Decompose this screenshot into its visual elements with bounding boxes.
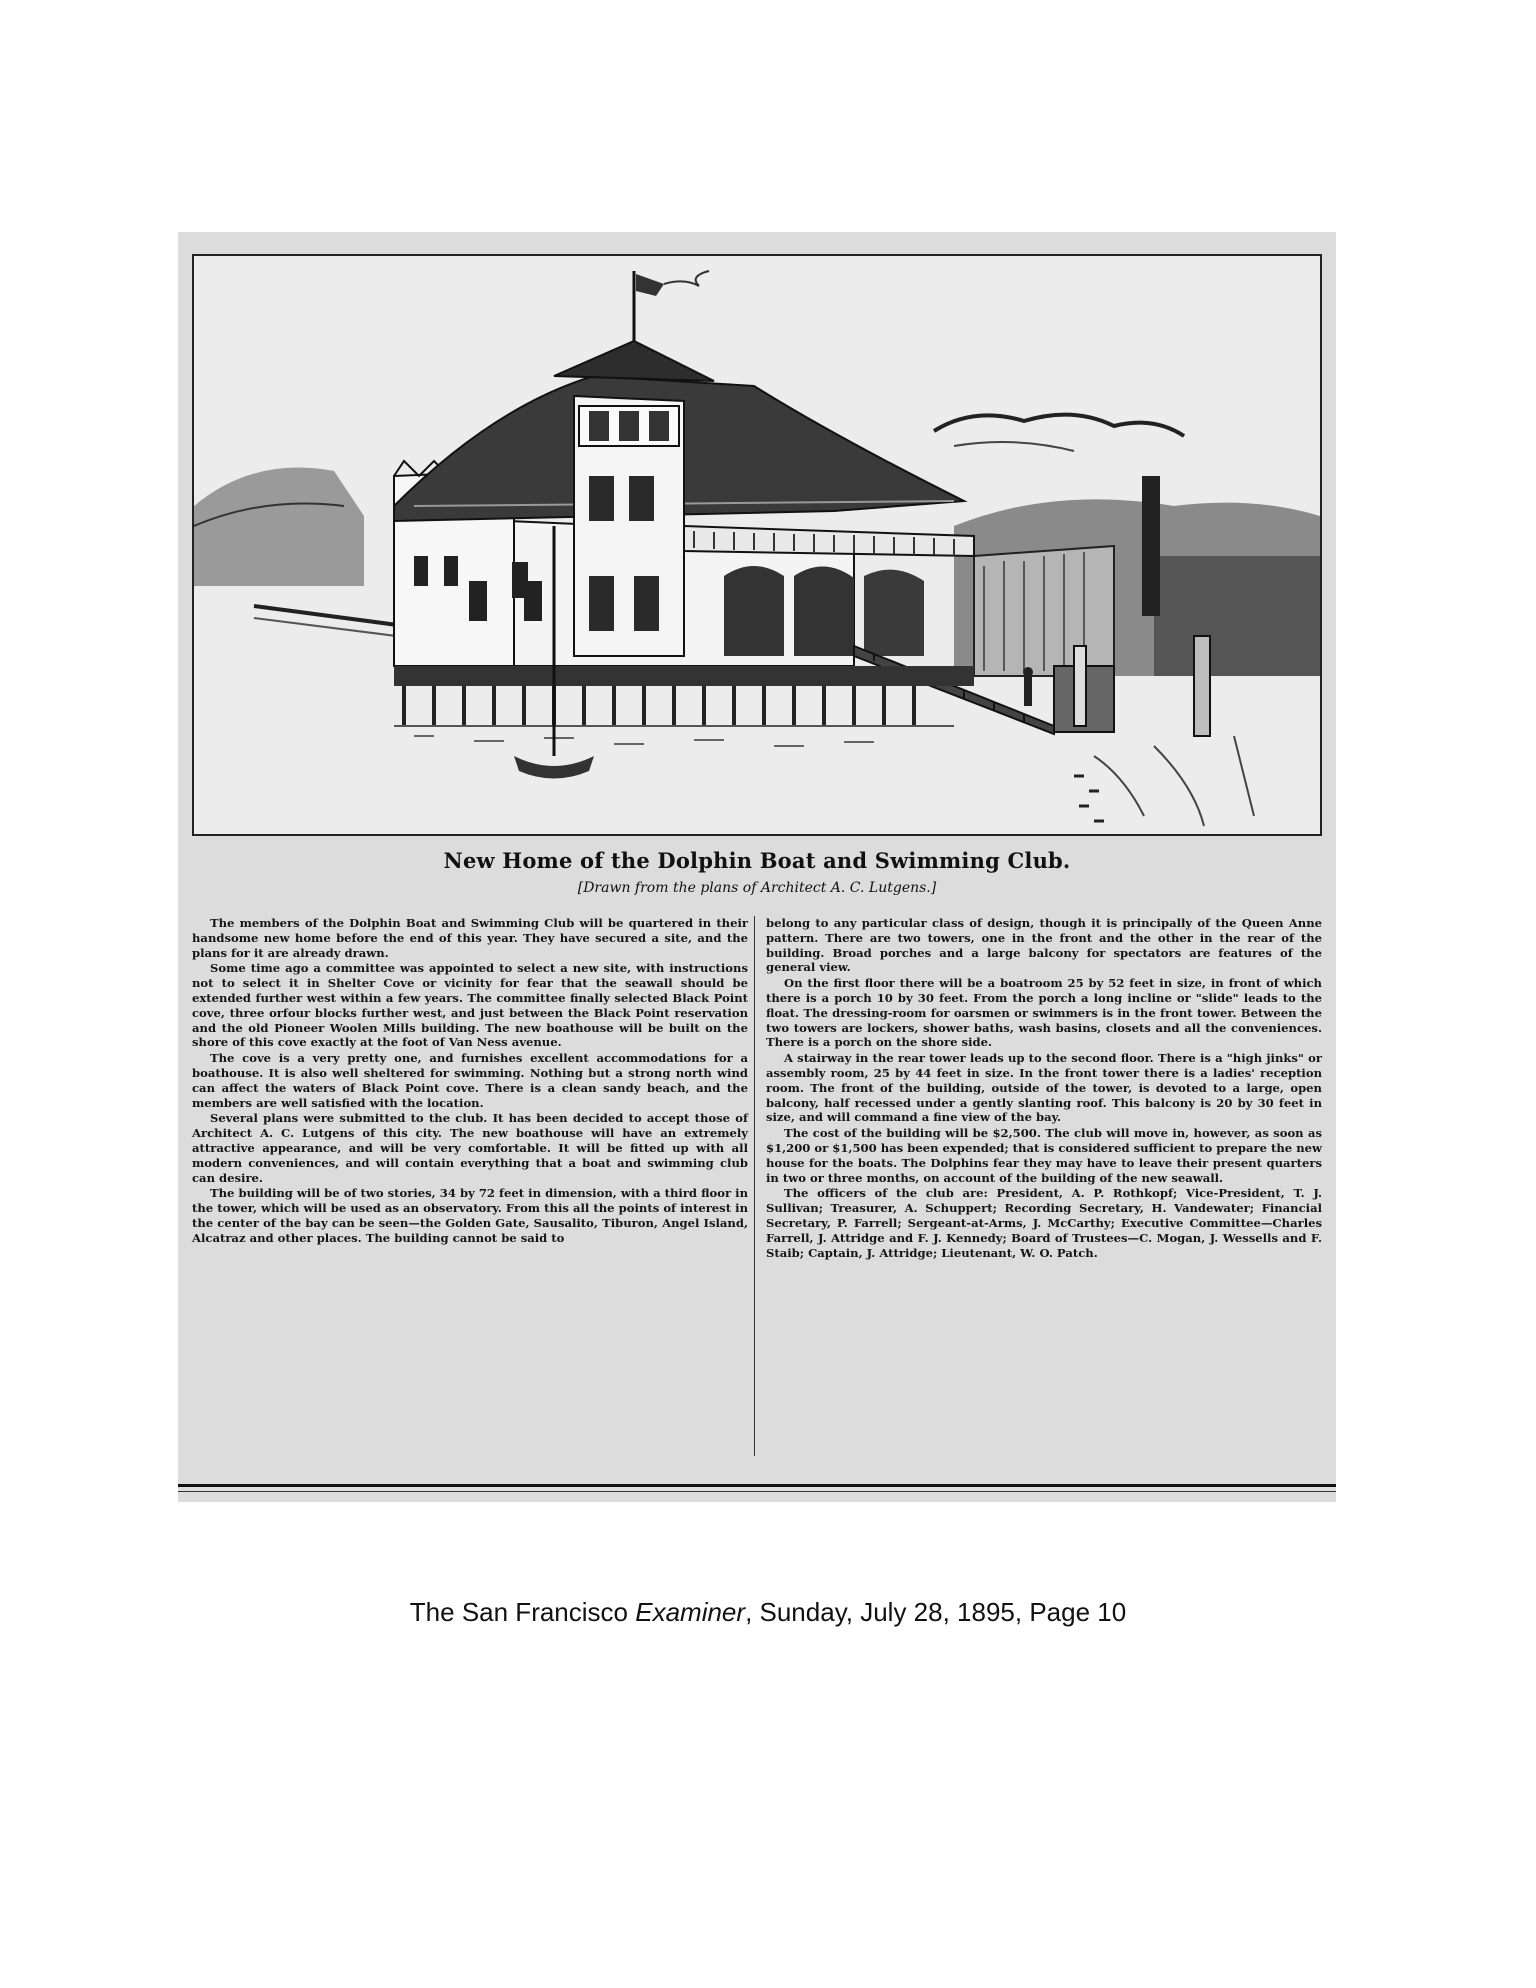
article-paragraph: The officers of the club are: President, A. P. Rothkopf; Vice-President, T. J. Sullivan; Treasurer, A. Schuppert; Recording Secretary, H. Vandewater; Financial Secretary, P. Farrell; Sergeant-at-Arms, J. McCarthy; Executive Committee—Charles Farrell, J. Attridge and F. J. Kennedy; Board of Trustees—C. Mogan, J. Wessells and F. Staib; Captain, J. Attridge; Lieutenant, W. O. Patch. xyxy=(766,1186,1322,1260)
article-paragraph: Some time ago a committee was appointed to select a new site, with instructions not to select it in Shelter Cove or vicinity for fear that the seawall should be extended further west within a few years. The committee finally selected Black Point cove, three orfour blocks further west, and just between the Black Point reservation and the old Pioneer Woolen Mills building. The new boathouse will be built on the shore of this cove exactly at the foot of Van Ness avenue. xyxy=(192,961,748,1050)
newspaper-clipping xyxy=(178,232,1336,1502)
article-paragraph: On the first floor there will be a boatroom 25 by 52 feet in size, in front of which there is a porch 10 by 30 feet. From the porch a long incline or "slide" leads to the float. The dressing-room for oarsmen or swimmers is in the front tower. Between the two towers are lockers, shower baths, wash basins, closets and all the conveniences. There is a porch on the shore side. xyxy=(766,976,1322,1050)
column-divider xyxy=(754,916,755,1456)
source-citation-date: , Sunday, July 28, 1895, Page 10 xyxy=(745,1597,1127,1627)
source-citation-text: The San Francisco xyxy=(409,1597,636,1627)
article-paragraph: The cost of the building will be $2,500. The club will move in, however, as soon as $1,200 or $1,500 has been expended; that is considered sufficient to prepare the new house for the boats. The Dolphins fear they may have to leave their present quarters in two or three months, on account of the building of the new seawall. xyxy=(766,1126,1322,1185)
article-paragraph: The cove is a very pretty one, and furnishes excellent accommodations for a boathouse. It is also well sheltered for swimming. Nothing but a strong north wind can affect the waters of Black Point cove. There is a clean sandy beach, and the members are well satisfied with the location. xyxy=(192,1051,748,1110)
article-paragraph: belong to any particular class of design, though it is principally of the Queen Anne pattern. There are two towers, one in the front and the other in the rear of the building. Broad porches and a large balcony for spectators are features of the general view. xyxy=(766,916,1322,975)
article-paragraph: The building will be of two stories, 34 by 72 feet in dimension, with a third floor in the tower, which will be used as an observatory. From this all the points of interest in the center of the bay can be seen—the Golden Gate, Sausalito, Tiburon, Angel Island, Alcatraz and other places. The building cannot be said to xyxy=(192,1186,748,1245)
article-column-left xyxy=(192,916,748,1464)
article-body xyxy=(192,916,1324,1464)
source-citation xyxy=(0,1597,1536,1628)
boathouse-drawing xyxy=(194,256,1320,834)
source-citation-publication: Examiner xyxy=(635,1597,746,1627)
article-paragraph: Several plans were submitted to the club. It has been decided to accept those of Architect A. C. Lutgens of this city. The new boathouse will have an extremely attractive appearance, and will be very comfortable. It will be fitted up with all modern conveniences, and will contain everything that a boat and swimming club can desire. xyxy=(192,1111,748,1185)
illustration-caption-title: New Home of the Dolphin Boat and Swimming Club. xyxy=(443,848,1071,873)
illustration-caption-credit: [Drawn from the plans of Architect A. C. Lutgens.] xyxy=(577,880,937,896)
boathouse-illustration xyxy=(192,254,1322,836)
article-column-right xyxy=(766,916,1322,1464)
bottom-rule-thick xyxy=(178,1484,1336,1487)
bottom-rule-thin xyxy=(178,1491,1336,1492)
article-paragraph: A stairway in the rear tower leads up to the second floor. There is a "high jinks" or assembly room, 25 by 44 feet in size. In the front tower there is a ladies' reception room. The front of the building, outside of the tower, is devoted to a large, open balcony, half recessed under a gently slanting roof. This balcony is 20 by 30 feet in size, and will command a fine view of the bay. xyxy=(766,1051,1322,1125)
article-paragraph: The members of the Dolphin Boat and Swimming Club will be quartered in their handsome new home before the end of this year. They have secured a site, and the plans for it are already drawn. xyxy=(192,916,748,960)
